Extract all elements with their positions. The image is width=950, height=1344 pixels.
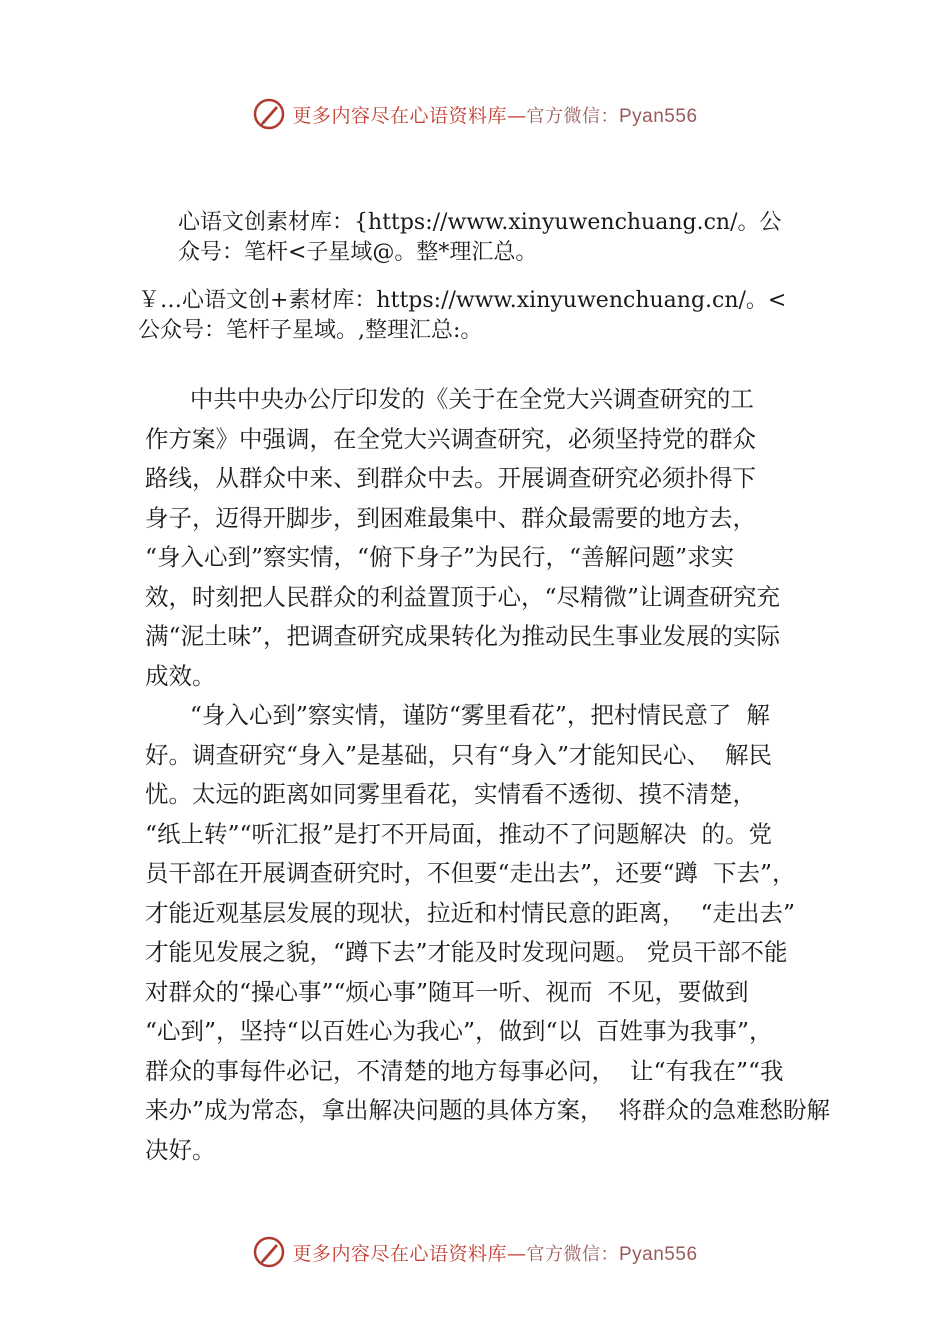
paragraph-line: 身子，迈得开脚步，到困难最集中、群众最需要的地方去， <box>145 503 756 532</box>
source-note-1: 心语文创素材库：{https://www.xinyuwenchuang.cn/。公 众号：笔杆<子星域@。整*理汇总。 <box>178 210 782 265</box>
pen-logo-icon <box>252 1235 286 1269</box>
paragraph-line: 才能近观基层发展的现状，拉近和村情民意的距离， “走出去” <box>145 898 795 927</box>
banner-wechat-label: 官方微信： <box>526 105 619 127</box>
paragraph-line: 作方案》中强调，在全党大兴调查研究，必须坚持党的群众 <box>145 424 756 453</box>
banner-red-text: 更多内容尽在心语资料库— <box>292 104 527 127</box>
paragraph-line: “身入心到”察实情，“俯下身子”为民行，“善解问题”求实 <box>145 543 735 571</box>
paragraph-line: 来办”成为常态，拿出解决问题的具体方案， 将群众的急难愁盼解 <box>145 1096 830 1124</box>
paragraph-line: 路线，从群众中来、到群众中去。开展调查研究必须扑得下 <box>145 464 756 492</box>
paragraph-line: 决好。 <box>145 1135 216 1164</box>
paragraph-line: 忧。太远的距离如同雾里看花，实情看不透彻、摸不清楚， <box>145 780 756 808</box>
paragraph-2 <box>145 696 835 1170</box>
paragraph-line: “心到”，坚持“以百姓心为我心”，做到“以 百姓事为我事”， <box>145 1017 773 1045</box>
banner-wechat-label: 官方微信： <box>526 1243 619 1265</box>
paragraph-line: 成效。 <box>145 661 216 690</box>
paragraph-line: 群众的事每件必记，不清楚的地方每事必问， 让“有我在”“我 <box>145 1056 784 1085</box>
banner-text <box>292 1239 697 1266</box>
paragraph-line: 才能见发展之貌，“蹲下去”才能及时发现问题。 党员干部不能 <box>145 938 788 966</box>
paragraph-line: “身入心到”察实情，谨防“雾里看花”，把村情民意了 解 <box>145 701 770 729</box>
pen-logo-icon <box>252 97 286 131</box>
banner-text <box>292 101 697 128</box>
banner-wechat-id: Pyan556 <box>619 1243 698 1265</box>
paragraph-line: “纸上转”“听汇报”是打不开局面，推动不了问题解决 的。党 <box>145 819 772 848</box>
paragraph-line: 效，时刻把人民群众的利益置顶于心，“尽精微”让调查研究充 <box>145 582 781 611</box>
paragraph-1 <box>145 380 835 696</box>
banner-red-text: 更多内容尽在心语资料库— <box>292 1242 527 1265</box>
footer-banner <box>0 1232 950 1272</box>
paragraph-line: 对群众的“操心事”“烦心事”随耳一听、视而 不见，要做到 <box>145 977 749 1006</box>
paragraph-line: 中共中央办公厅印发的《关于在全党大兴调查研究的工 <box>145 385 754 413</box>
banner-wechat-id: Pyan556 <box>619 105 698 127</box>
paragraph-line: 满“泥土味”，把调查研究成果转化为推动民生事业发展的实际 <box>145 622 781 650</box>
header-banner <box>0 94 950 134</box>
paragraph-line: 员干部在开展调查研究时，不但要“走出去”，还要“蹲 下去”， <box>145 859 796 887</box>
source-note-2: ￥…心语文创+素材库：https://www.xinyuwenchuang.cn/。< 公众号：笔杆子星域。,整理汇总:。 <box>138 288 787 343</box>
paragraph-line: 好。调查研究“身入”是基础，只有“身入”才能知民心、 解民 <box>145 740 772 769</box>
